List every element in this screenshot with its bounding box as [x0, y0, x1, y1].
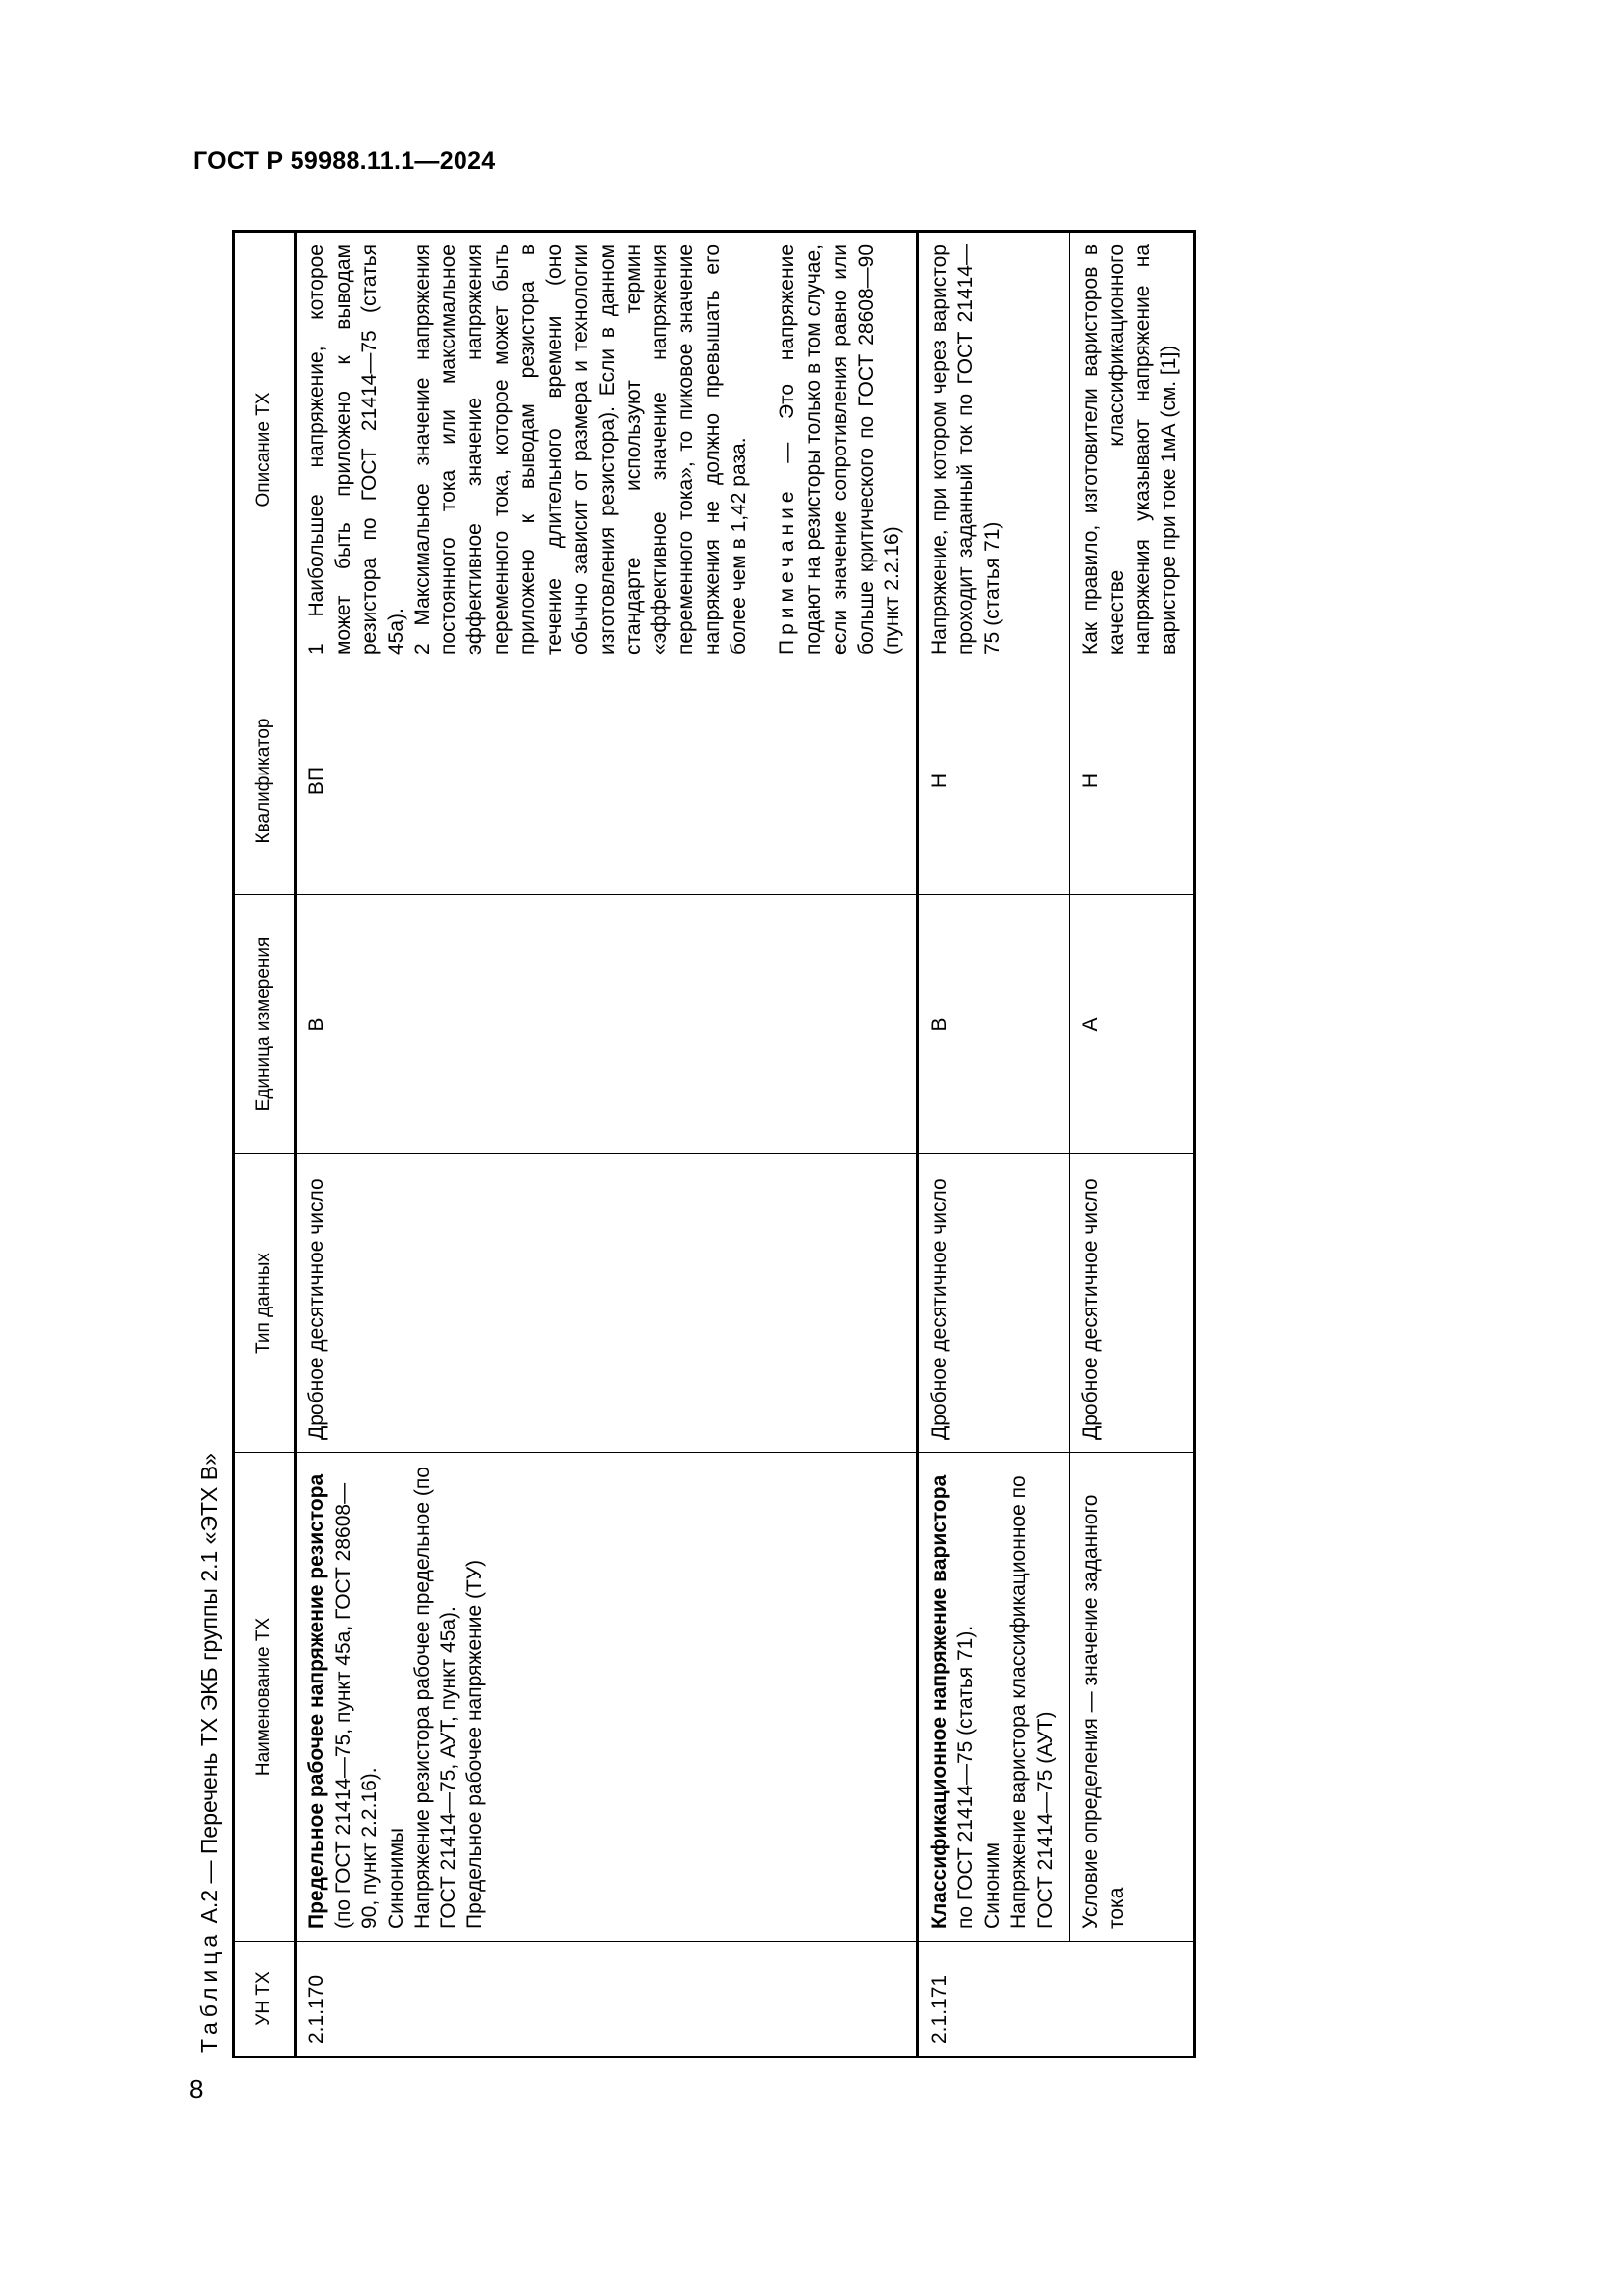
table-caption	[196, 1453, 223, 2053]
description-paragraph: 1 Наибольшее напряжение, которое может быть приложено к выводам резистора по ГОСТ 21414—75 (статья 45а).	[305, 244, 407, 655]
characteristics-table	[232, 230, 1196, 2058]
row-qualifier: Н	[1069, 667, 1195, 895]
description-note	[775, 244, 906, 655]
synonym-item: Напряжение резистора рабочее предельное (по ГОСТ 21414—75, АУТ, пункт 45а).	[410, 1467, 460, 1929]
row-unit: А	[1069, 895, 1195, 1154]
row-name	[296, 1453, 918, 1942]
row-qualifier: Н	[918, 667, 1069, 895]
table-header-row	[234, 232, 296, 2057]
row-name-bold: Классификационное напряжение варистора	[928, 1474, 951, 1929]
description-paragraph: 2 Максимальное значение напряжения постоянного тока или максимальное эффективное значение напряжения переменного тока, которое может быть приложено к выводам резистора в течение длительного времени (оно обычно зависит от размера и технологии изготовления резистора). Если в данном стандарте используют термин «эффективное значение напряжения переменного тока», то пиковое значение напряжения не должно превышать его более чем в 1,42 раза.	[410, 244, 750, 655]
description-paragraph: Как правило, изготовители варисторов в качестве классификационного напряжения указывают напряжение на варисторе при токе 1мА (см. [1])	[1078, 244, 1181, 655]
synonym-item: Напряжение варистора классификационное по ГОСТ 21414—75 (АУТ)	[1006, 1475, 1056, 1929]
note-label: Примечание	[775, 486, 798, 655]
row-description	[296, 232, 918, 667]
row-unit: В	[918, 895, 1069, 1154]
document-code-header: ГОСТ Р 59988.11.1—2024	[193, 147, 496, 175]
rotated-table-area	[196, 233, 1355, 2058]
table-caption-text: А.2 — Перечень ТХ ЭКБ группы 2.1 «ЭТХ В»	[196, 1453, 222, 1924]
column-header-name: Наименование ТХ	[234, 1453, 296, 1942]
row-name-rest: по ГОСТ 21414—75 (статья 71).	[954, 1625, 978, 1929]
note-text: — Это напряжение подают на резисторы только в том случае, если значение сопротивления равно или больше критического по ГОСТ 28608—90 (пункт 2.2.16)	[775, 244, 904, 655]
row-data-type: Дробное десятичное число	[1069, 1154, 1195, 1453]
table-caption-prefix: Таблица	[196, 1929, 222, 2053]
table-row	[296, 232, 918, 2057]
row-code	[1069, 1942, 1195, 2057]
row-unit: В	[296, 895, 918, 1154]
synonym-item: Предельное рабочее напряжение (ТУ)	[463, 1559, 487, 1929]
row-name	[918, 1453, 1069, 1942]
row-data-type: Дробное десятичное число	[296, 1154, 918, 1453]
row-code: 2.1.170	[296, 1942, 918, 2057]
row-data-type: Дробное десятичное число	[918, 1154, 1069, 1453]
column-header-unit: Единица измерения	[234, 895, 296, 1154]
synonyms-label: Синонимы	[384, 1827, 407, 1929]
row-code: 2.1.171	[918, 1942, 1069, 2057]
column-header-qualifier: Квалификатор	[234, 667, 296, 895]
table-row	[918, 232, 1069, 2057]
row-description	[1069, 232, 1195, 667]
table-row	[1069, 232, 1195, 2057]
page-number: 8	[189, 2074, 204, 2104]
row-qualifier: ВП	[296, 667, 918, 895]
row-name-rest: (по ГОСТ 21414—75, пункт 45а, ГОСТ 28608—90, пункт 2.2.16).	[331, 1482, 381, 1929]
column-header-description: Описание ТХ	[234, 232, 296, 667]
synonyms-label: Синоним	[981, 1842, 1003, 1929]
column-header-code: УН ТХ	[234, 1942, 296, 2057]
row-name-bold: Предельное рабочее напряжение резистора	[305, 1473, 328, 1929]
column-header-data-type: Тип данных	[234, 1154, 296, 1453]
description-paragraph: Напряжение, при котором через варистор проходит заданный ток по ГОСТ 21414—75 (статья 71)	[928, 244, 1003, 655]
row-name: Условие определения — значение заданного тока	[1069, 1453, 1195, 1942]
row-description	[918, 232, 1069, 667]
